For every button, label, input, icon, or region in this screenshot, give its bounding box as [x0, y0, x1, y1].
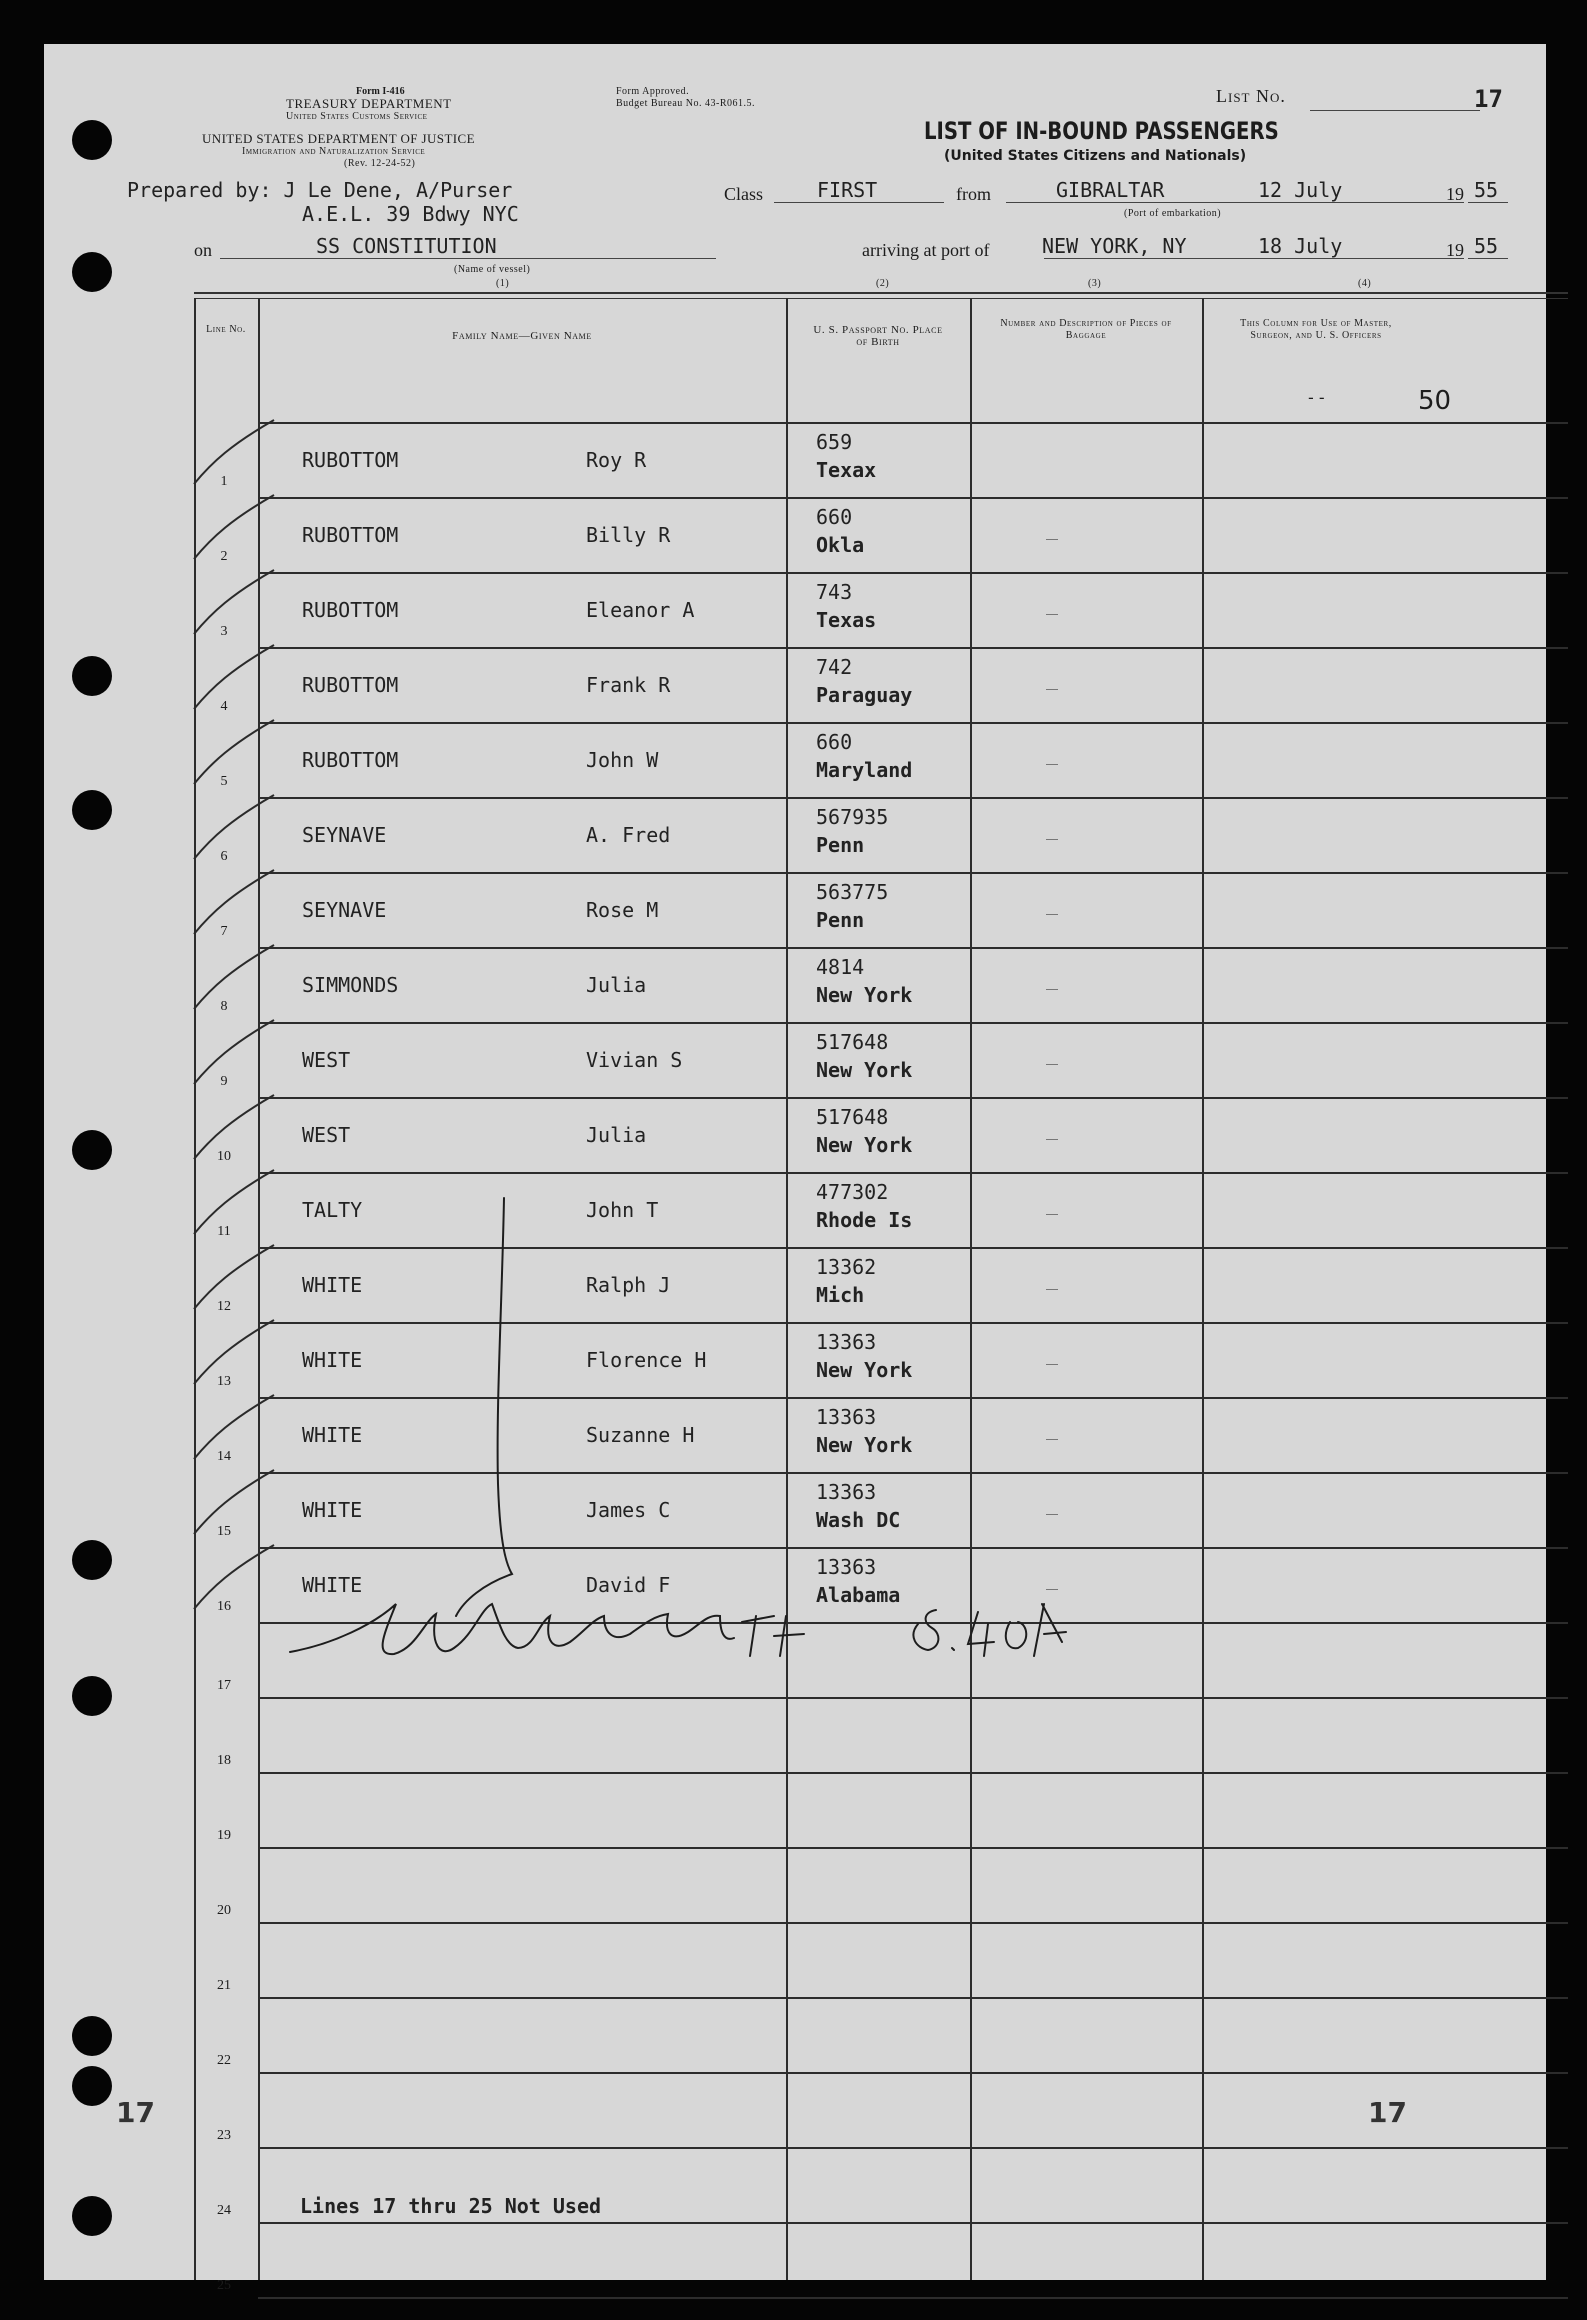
family-name: WEST: [302, 1123, 351, 1147]
embark-year: 55: [1474, 178, 1499, 202]
row-divider: [258, 1622, 1568, 1624]
row-divider: [258, 1997, 1568, 1999]
header-passport: U. S. Passport No. Place of Birth: [813, 324, 943, 348]
row-divider: [258, 2147, 1568, 2149]
family-name: WEST: [302, 1048, 351, 1072]
given-name: Julia: [586, 1123, 647, 1147]
row-divider: [258, 497, 1568, 499]
punch-hole: [72, 656, 112, 696]
baggage-dash: [1046, 1364, 1058, 1365]
family-name: WHITE: [302, 1348, 363, 1372]
punch-hole: [72, 1130, 112, 1170]
line-number: 5: [220, 774, 228, 789]
arrival-year: 55: [1474, 234, 1499, 258]
list-no-label: List No.: [1216, 86, 1286, 106]
given-name: Eleanor A: [586, 598, 695, 622]
row-divider: [258, 422, 1568, 424]
row-divider: [258, 1022, 1568, 1024]
passport-number: 567935: [816, 805, 889, 829]
line-number: 1: [220, 474, 228, 489]
baggage-dash: [1046, 914, 1058, 915]
form-subtitle: (United States Citizens and Nationals): [944, 148, 1247, 164]
row-divider: [258, 947, 1568, 949]
officers-column-left: [1202, 298, 1204, 2280]
row-divider: [258, 572, 1568, 574]
baggage-column-left: [970, 298, 972, 2280]
officer-tick: - -: [1308, 388, 1325, 407]
baggage-dash: [1046, 1589, 1058, 1590]
punch-hole: [72, 120, 112, 160]
lines-not-used-note: Lines 17 thru 25 Not Used: [300, 2194, 602, 2218]
row-divider: [258, 1472, 1568, 1474]
passport-number: 4814: [816, 955, 865, 979]
manifest-sheet: [44, 44, 1546, 2293]
baggage-dash: [1046, 689, 1058, 690]
vessel-name: SS CONSTITUTION: [316, 234, 497, 258]
row-divider: [258, 722, 1568, 724]
given-name: David F: [586, 1573, 671, 1597]
punch-hole: [72, 1676, 112, 1716]
table-top-rule: [194, 292, 1568, 294]
col-number-1: (1): [496, 278, 510, 289]
stamp-left: 17: [116, 2096, 155, 2129]
line-number: 18: [217, 1753, 231, 1768]
passport-number: 13363: [816, 1330, 877, 1354]
row-divider: [258, 1547, 1568, 1549]
given-name: Rose M: [586, 898, 659, 922]
family-name: SEYNAVE: [302, 823, 387, 847]
passport-number: 742: [816, 655, 853, 679]
line-number: 10: [217, 1149, 231, 1164]
line-number: 17: [217, 1678, 231, 1693]
passport-number: 13362: [816, 1255, 877, 1279]
punch-hole: [72, 2066, 112, 2106]
place-of-birth: Alabama: [816, 1583, 901, 1607]
baggage-dash: [1046, 764, 1058, 765]
place-of-birth: Paraguay: [816, 683, 913, 707]
line-number: 8: [220, 999, 228, 1014]
form-number: Form I-416: [356, 86, 405, 97]
line-number: 11: [217, 1224, 231, 1239]
family-name: RUBOTTOM: [302, 598, 399, 622]
row-divider: [258, 2072, 1568, 2074]
class-value: FIRST: [817, 178, 878, 202]
given-name: Frank R: [586, 673, 671, 697]
row-divider: [258, 1697, 1568, 1699]
family-name: RUBOTTOM: [302, 523, 399, 547]
baggage-dash: [1046, 539, 1058, 540]
row-divider: [258, 872, 1568, 874]
port-of-embarkation-caption: (Port of embarkation): [1124, 208, 1222, 219]
family-name: RUBOTTOM: [302, 448, 399, 472]
family-name: WHITE: [302, 1498, 363, 1522]
row-divider: [258, 1172, 1568, 1174]
given-name: Suzanne H: [586, 1423, 695, 1447]
embark-port: GIBRALTAR: [1056, 178, 1165, 202]
line-number: 19: [217, 1828, 231, 1843]
check-marks: [44, 44, 1546, 2280]
row-divider: [258, 797, 1568, 799]
given-name: Ralph J: [586, 1273, 671, 1297]
place-of-birth: New York: [816, 1058, 913, 1082]
baggage-dash: [1046, 1439, 1058, 1440]
header-family-name: Family Name—Given Name: [452, 330, 592, 342]
row-divider: [258, 647, 1568, 649]
place-of-birth: Rhode Is: [816, 1208, 913, 1232]
place-of-birth: New York: [816, 1433, 913, 1457]
given-name: John W: [586, 748, 659, 772]
table-top-rule-2: [194, 298, 1568, 299]
ins-service: Immigration and Naturalization Service: [242, 146, 426, 157]
row-divider: [258, 2297, 1568, 2299]
family-name: SIMMONDS: [302, 973, 399, 997]
family-name: RUBOTTOM: [302, 748, 399, 772]
stamp-right: 17: [1368, 2096, 1407, 2129]
row-divider: [258, 1247, 1568, 1249]
line-number: 23: [217, 2128, 231, 2143]
place-of-birth: Penn: [816, 833, 865, 857]
place-of-birth: Wash DC: [816, 1508, 901, 1532]
passport-number: 659: [816, 430, 853, 454]
line-number: 7: [220, 924, 228, 939]
line-number: 9: [220, 1074, 228, 1089]
place-of-birth: Penn: [816, 908, 865, 932]
baggage-dash: [1046, 614, 1058, 615]
treasury-department: TREASURY DEPARTMENT: [286, 96, 452, 111]
place-of-birth: Maryland: [816, 758, 913, 782]
passport-number: 517648: [816, 1030, 889, 1054]
officer-note: 50: [1418, 386, 1452, 416]
place-of-birth: New York: [816, 1358, 913, 1382]
baggage-dash: [1046, 1064, 1058, 1065]
baggage-dash: [1046, 1514, 1058, 1515]
line-number: 20: [217, 1903, 231, 1918]
vessel-caption: (Name of vessel): [454, 264, 531, 275]
given-name: Florence H: [586, 1348, 707, 1372]
passport-number: 477302: [816, 1180, 889, 1204]
line-number: 2: [220, 549, 228, 564]
baggage-dash: [1046, 839, 1058, 840]
customs-service: United States Customs Service: [286, 111, 428, 122]
arriving-label: arriving at port of: [862, 240, 990, 260]
line-number: 14: [217, 1449, 231, 1464]
row-divider: [258, 1772, 1568, 1774]
arrival-year-prefix: 19: [1446, 240, 1464, 260]
family-name: RUBOTTOM: [302, 673, 399, 697]
given-name: John T: [586, 1198, 659, 1222]
line-number: 13: [217, 1374, 231, 1389]
passport-number: 13363: [816, 1555, 877, 1579]
place-of-birth: Mich: [816, 1283, 865, 1307]
line-number: 4: [220, 699, 228, 714]
manifest-table: [44, 44, 1546, 2293]
form-title: LIST OF IN-BOUND PASSENGERS: [924, 117, 1279, 145]
punch-hole: [72, 790, 112, 830]
passport-number: 13363: [816, 1480, 877, 1504]
form-revision: (Rev. 12-24-52): [344, 158, 416, 169]
place-of-birth: Texas: [816, 608, 877, 632]
row-divider: [258, 1397, 1568, 1399]
col-number-2: (2): [876, 278, 890, 289]
punch-hole: [72, 2016, 112, 2056]
line-number: 15: [217, 1524, 231, 1539]
arrival-port: NEW YORK, NY: [1042, 234, 1187, 258]
line-number: 24: [217, 2203, 231, 2218]
passport-number: 743: [816, 580, 853, 604]
prepared-by: Prepared by: J Le Dene, A/Purser: [127, 178, 513, 202]
given-name: Julia: [586, 973, 647, 997]
passport-number: 517648: [816, 1105, 889, 1129]
col-number-4: (4): [1358, 278, 1372, 289]
baggage-dash: [1046, 1139, 1058, 1140]
row-divider: [258, 1322, 1568, 1324]
row-divider: [258, 1922, 1568, 1924]
family-name: WHITE: [302, 1423, 363, 1447]
header-baggage: Number and Description of Pieces of Baggage: [1000, 318, 1172, 341]
budget-bureau: Budget Bureau No. 43-R061.5.: [616, 98, 755, 109]
line-number: 16: [217, 1599, 231, 1614]
line-number: 12: [217, 1299, 231, 1314]
given-name: Billy R: [586, 523, 671, 547]
given-name: James C: [586, 1498, 671, 1522]
passport-number: 13363: [816, 1405, 877, 1429]
passport-column-left: [786, 298, 788, 2280]
line-number: 3: [220, 624, 228, 639]
line-number: 22: [217, 2053, 231, 2068]
embark-year-prefix: 19: [1446, 184, 1464, 204]
row-divider: [258, 2222, 1568, 2224]
name-column-left: [258, 298, 260, 2280]
family-name: TALTY: [302, 1198, 363, 1222]
passport-number: 660: [816, 505, 853, 529]
place-of-birth: New York: [816, 1133, 913, 1157]
punch-hole: [72, 2196, 112, 2236]
baggage-dash: [1046, 1289, 1058, 1290]
line-number: 25: [217, 2278, 231, 2293]
class-label: Class: [724, 184, 764, 204]
embark-date: 12 July: [1258, 178, 1343, 202]
place-of-birth: New York: [816, 983, 913, 1007]
given-name: Roy R: [586, 448, 647, 472]
given-name: Vivian S: [586, 1048, 683, 1072]
given-name: A. Fred: [586, 823, 671, 847]
passport-number: 660: [816, 730, 853, 754]
from-label: from: [956, 184, 991, 204]
row-divider: [258, 1847, 1568, 1849]
passport-number: 563775: [816, 880, 889, 904]
family-name: SEYNAVE: [302, 898, 387, 922]
department-of-justice: UNITED STATES DEPARTMENT OF JUSTICE: [202, 131, 475, 146]
col-number-3: (3): [1088, 278, 1102, 289]
header-officers: This Column for Use of Master, Surgeon, and U. S. Officers: [1240, 318, 1392, 341]
purser-address: A.E.L. 39 Bdwy NYC: [302, 202, 519, 226]
punch-hole: [72, 252, 112, 292]
baggage-dash: [1046, 989, 1058, 990]
baggage-dash: [1046, 1214, 1058, 1215]
family-name: WHITE: [302, 1573, 363, 1597]
family-name: WHITE: [302, 1273, 363, 1297]
line-number: 21: [217, 1978, 231, 1993]
place-of-birth: Texax: [816, 458, 877, 482]
line-number: 6: [220, 849, 228, 864]
line-no-column-left: [194, 298, 196, 2280]
list-no-value: 17: [1474, 85, 1503, 113]
on-label: on: [194, 240, 212, 260]
row-divider: [258, 1097, 1568, 1099]
header-line-no: Line No.: [206, 324, 246, 335]
punch-hole: [72, 1540, 112, 1580]
arrival-date: 18 July: [1258, 234, 1343, 258]
form-approved: Form Approved.: [616, 86, 690, 97]
place-of-birth: Okla: [816, 533, 865, 557]
